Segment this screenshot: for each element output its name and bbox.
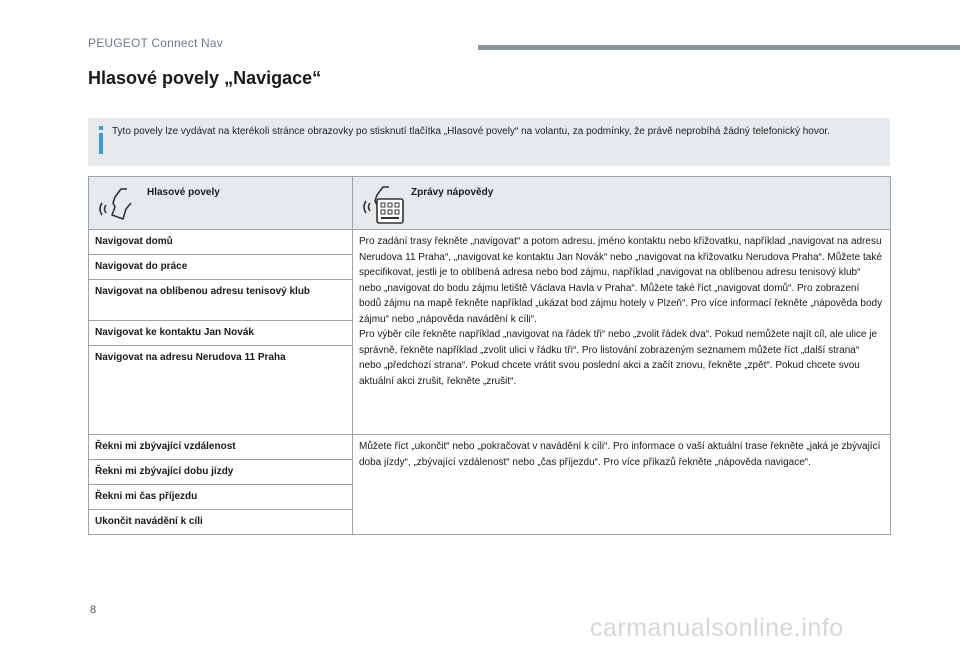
column-header-label: Zprávy nápovědy (411, 187, 494, 198)
help-cell (353, 230, 891, 435)
command-cell: Navigovat do práce (89, 255, 353, 280)
info-icon (96, 126, 106, 154)
header-bar (478, 45, 960, 50)
command-cell: Řekni mi zbývající dobu jízdy (89, 460, 353, 485)
command-cell: Navigovat na adresu Nerudova 11 Praha (89, 346, 353, 435)
help-text: Pro zadání trasy řekněte „navigovat“ a potom adresu, jméno kontaktu nebo křižovatku, například „navigovat na adresu Nerudova 11 Praha“, „navigovat ke kontaktu Jan Novák“ nebo „navigovat na křižovatku Nerudova Praha“. Můžete také specifikovat, jestli je to oblíbená adresa nebo bod zájmu, například „navigovat na oblíbenou adresu tenisový klub“ nebo „navigovat do bodu zájmu letiště Václava Havla v Praha“. Můžete také říct „navigovat domů“. Pro zobrazení bodů zájmu na mapě řekněte například „ukázat bod zájmu hotely v Plzeň“. Pro více informací řekněte „nápověda body zájmu“ nebo „nápověda navádění k cíli“. Pro výběr cíle řekněte například „navigovat na řádek tři“ nebo „zvolit řádek dva“. Pokud nemůžete najít cíl, ale ulice je správně, řekněte například „zvolit ulici v řádku tři“. Pro listování zobrazeným seznamem můžete říct „další strana“ nebo „předchozí strana“. Pokud chcete vrátit svou poslední akci a začít znovu, řekněte „zpět“. Pokud chcete svou aktuální akci zrušit, řekněte „zrušit“. (359, 236, 883, 387)
command-cell: Navigovat ke kontaktu Jan Novák (89, 321, 353, 346)
column-header-commands (89, 177, 353, 230)
command-cell: Řekni mi zbývající vzdálenost (89, 435, 353, 460)
command-cell: Navigovat domů (89, 230, 353, 255)
help-text: Můžete říct „ukončit“ nebo „pokračovat v navádění k cíli“. Pro informace o vaší aktuální trase řekněte „jaká je zbývající doba jízdy“, „zbývající vzdálenost“ nebo „čas příjezdu“. Pro více příkazů řekněte „nápověda navigace“. (359, 441, 881, 468)
watermark: carmanualsonline.info (590, 614, 844, 642)
column-header-help (353, 177, 891, 230)
command-cell: Ukončit navádění k cíli (89, 510, 353, 535)
table-row (89, 230, 891, 255)
command-cell: Navigovat na oblíbenou adresu tenisový klub (89, 280, 353, 321)
table-row (89, 435, 891, 460)
info-text: Tyto povely lze vydávat na kterékoli stránce obrazovky po stisknutí tlačítka „Hlasové povely“ na volantu, za podmínky, že právě neprobíhá žádný telefonický hovor. (112, 126, 830, 137)
info-box (88, 118, 890, 166)
header-brand: PEUGEOT Connect Nav (88, 36, 223, 50)
column-header-label: Hlasové povely (147, 187, 220, 198)
voice-command-icon (97, 185, 137, 221)
command-cell: Řekni mi čas příjezdu (89, 485, 353, 510)
help-cell (353, 435, 891, 535)
voice-help-screen-icon (361, 185, 405, 225)
page-number: 8 (90, 604, 97, 616)
page-title: Hlasové povely „Navigace“ (88, 68, 322, 88)
voice-command-table (88, 176, 891, 535)
